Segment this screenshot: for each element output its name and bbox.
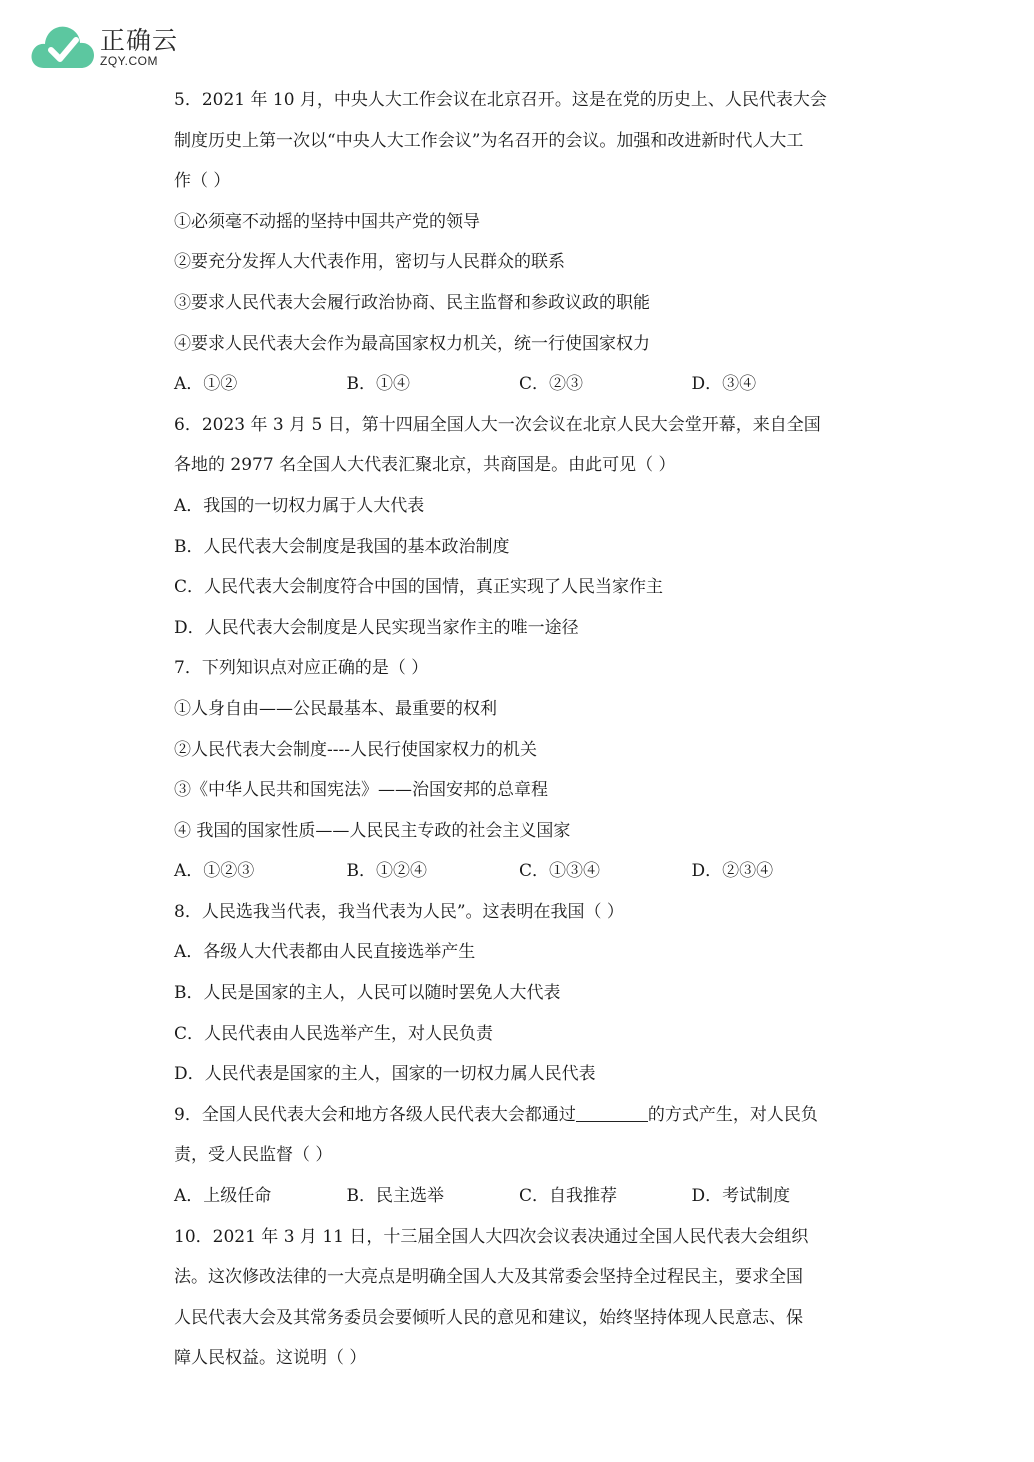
- question-text-part: 9．全国人民代表大会和地方各级人民代表大会都通过: [174, 1104, 576, 1125]
- option-d: D．③④: [691, 374, 757, 395]
- statement: ③要求人民代表大会履行政治协商、民主监督和参政议政的职能: [174, 292, 650, 313]
- exam-content: [174, 80, 864, 1379]
- option-d: D．人民代表是国家的主人，国家的一切权力属人民代表: [174, 1064, 596, 1085]
- statement: ④要求人民代表大会作为最高国家权力机关，统一行使国家权力: [174, 333, 650, 354]
- question-text: 10．2021 年 3 月 11 日，十三届全国人大四次会议表决通过全国人民代表大会组织: [174, 1226, 809, 1247]
- cloud-check-icon: [30, 22, 96, 72]
- option-a: A．我国的一切权力属于人大代表: [174, 495, 425, 516]
- option-c: C．人民代表由人民选举产生，对人民负责: [174, 1023, 494, 1044]
- option-c: C．人民代表大会制度符合中国的国情，真正实现了人民当家作主: [174, 577, 664, 598]
- options-row: [174, 1176, 864, 1217]
- question-text: 作（ ）: [174, 171, 231, 192]
- option-a: A．上级任命: [174, 1186, 272, 1207]
- question-text: 7．下列知识点对应正确的是（ ）: [174, 658, 429, 679]
- question-10: [174, 1217, 864, 1379]
- option-a: A．①②③: [174, 861, 255, 882]
- option-b: B．人民是国家的主人，人民可以随时罢免人大代表: [174, 983, 561, 1004]
- option-b: B．民主选举: [346, 1186, 444, 1207]
- question-text: 5．2021 年 10 月，中央人大工作会议在北京召开。这是在党的历史上、人民代表大会: [174, 90, 827, 110]
- statement: ④ 我国的国家性质——人民民主专政的社会主义国家: [174, 820, 571, 841]
- zqy-logo: [30, 22, 178, 72]
- question-6: [174, 405, 864, 649]
- statement: ①必须毫不动摇的坚持中国共产党的领导: [174, 211, 480, 232]
- question-text: 6．2023 年 3 月 5 日，第十四届全国人大一次会议在北京人民大会堂开幕，来自全国: [174, 414, 821, 435]
- statement: ③《中华人民共和国宪法》——治国安邦的总章程: [174, 780, 548, 801]
- question-text: 法。这次修改法律的一大亮点是明确全国人大及其常委会坚持全过程民主，要求全国: [174, 1267, 803, 1288]
- option-c: C．①③④: [519, 861, 601, 882]
- brand-domain: ZQY.COM: [100, 53, 158, 68]
- question-5: [174, 80, 864, 405]
- option-c: C．自我推荐: [519, 1186, 618, 1207]
- question-text: 各地的 2977 名全国人大代表汇聚北京，共商国是。由此可见（ ）: [174, 455, 676, 476]
- answer-blank: [576, 1105, 648, 1122]
- option-d: D．考试制度: [691, 1186, 791, 1207]
- option-b: B．①②④: [346, 861, 427, 882]
- question-9: [174, 1095, 864, 1217]
- statement: ②人民代表大会制度----人民行使国家权力的机关: [174, 739, 537, 760]
- option-d: D．人民代表大会制度是人民实现当家作主的唯一途径: [174, 617, 579, 638]
- option-b: B．①④: [346, 374, 410, 395]
- question-text: 制度历史上第一次以“中央人大工作会议”为名召开的会议。加强和改进新时代人大工: [174, 130, 804, 151]
- question-text-part: 的方式产生，对人民负: [647, 1104, 818, 1125]
- statement: ②要充分发挥人大代表作用，密切与人民群众的联系: [174, 252, 565, 273]
- options-row: [174, 851, 864, 892]
- option-b: B．人民代表大会制度是我国的基本政治制度: [174, 536, 510, 557]
- statement: ①人身自由——公民最基本、最重要的权利: [174, 698, 497, 719]
- option-d: D．②③④: [691, 861, 774, 882]
- option-a: A．各级人大代表都由人民直接选举产生: [174, 942, 476, 963]
- option-c: C．②③: [519, 374, 584, 395]
- question-text: 责，受人民监督（ ）: [174, 1145, 333, 1166]
- question-7: [174, 648, 864, 892]
- question-8: [174, 892, 864, 1095]
- brand-name: 正确云: [100, 25, 179, 55]
- options-row: [174, 364, 864, 405]
- question-text: 障人民权益。这说明（ ）: [174, 1348, 367, 1369]
- question-text: [174, 1095, 864, 1136]
- question-text: 8．人民选我当代表，我当代表为人民”。这表明在我国（ ）: [174, 901, 624, 922]
- option-a: A．①②: [174, 374, 238, 395]
- question-text: 人民代表大会及其常务委员会要倾听人民的意见和建议，始终坚持体现人民意志、保: [174, 1307, 803, 1328]
